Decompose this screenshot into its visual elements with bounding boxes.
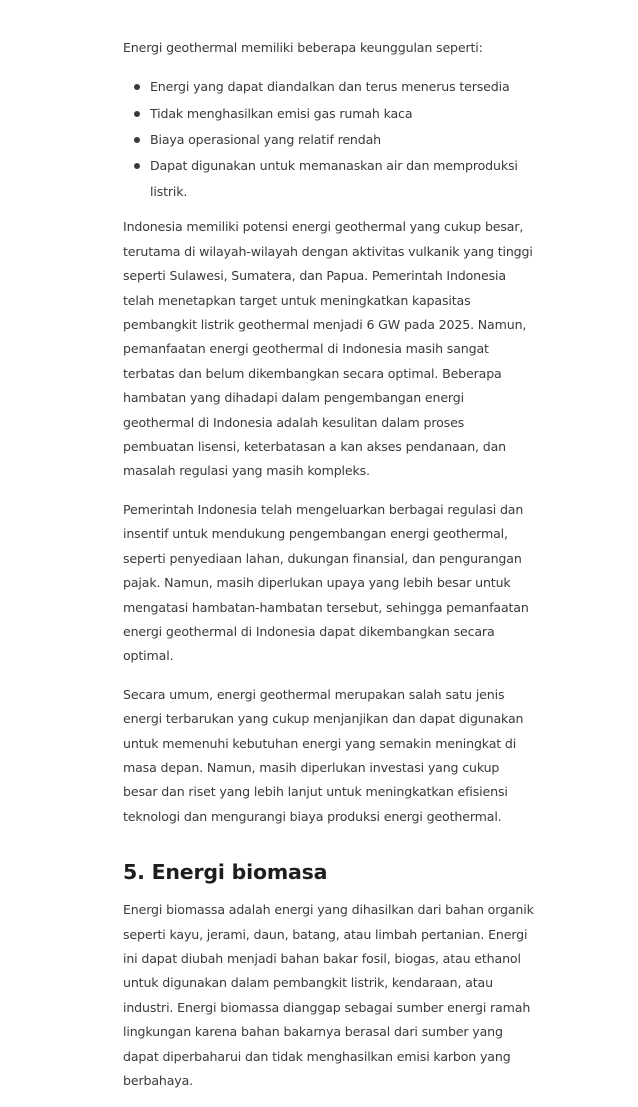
bullet-icon (134, 84, 140, 90)
intro-paragraph: Energi geothermal memiliki beberapa keunggulan seperti: (123, 40, 483, 55)
bullet-icon (134, 111, 140, 117)
list-item (123, 153, 535, 205)
article-body (123, 36, 535, 1107)
list-item-text: Tidak menghasilkan emisi gas rumah kaca (150, 105, 413, 121)
section-heading: 5. Energi biomasa (123, 860, 328, 885)
biomass-paragraph: Energi biomassa adalah energi yang dihasilkan dari bahan organik seperti kayu, jerami, daun, batang, atau limbah pertanian. Energi ini dapat diubah menjadi bahan bakar fosil, biogas, atau ethanol untuk digunakan dalam pembangkit listrik, kendaraan, atau industri. Energi biomassa dianggap sebagai sumber energi ramah lingkungan karena bahan bakarnya berasal dari sumber yang dapat diperbaharui dan tidak menghasilkan emisi karbon yang berbahaya. (123, 902, 534, 1089)
benefits-list (123, 74, 535, 205)
list-item (123, 101, 535, 127)
list-item (123, 74, 535, 100)
bullet-icon (134, 163, 140, 169)
bullet-icon (134, 137, 140, 143)
potential-paragraph: Indonesia memiliki potensi energi geothermal yang cukup besar, terutama di wilayah-wilayah dengan aktivitas vulkanik yang tinggi seperti Sulawesi, Sumatera, dan Papua. Pemerintah Indonesia telah menetapkan target untuk meningkatkan kapasitas pembangkit listrik geothermal menjadi 6 GW pada 2025. Namun, pemanfaatan energi geothermal di Indonesia masih sangat terbatas dan belum dikembangkan secara optimal. Beberapa hambatan yang dihadapi dalam pengembangan energi geothermal di Indonesia adalah kesulitan dalam proses pembuatan lisensi, keterbatasan a kan akses pendanaan, dan masalah regulasi yang masih kompleks. (123, 219, 533, 479)
list-item-text: Biaya operasional yang relatif rendah (150, 131, 382, 147)
summary-paragraph: Secara umum, energi geothermal merupakan salah satu jenis energi terbarukan yang cukup menjanjikan dan dapat digunakan untuk memenuhi kebutuhan energi yang semakin meningkat di masa depan. Namun, masih diperlukan investasi yang cukup besar dan riset yang lebih lanjut untuk meningkatkan efisiensi teknologi dan mengurangi biaya produksi energi geothermal. (123, 686, 524, 824)
regulation-paragraph: Pemerintah Indonesia telah mengeluarkan berbagai regulasi dan insentif untuk mendukung pengembangan energi geothermal, seperti penyediaan lahan, dukungan finansial, dan pengurangan pajak. Namun, masih diperlukan upaya yang lebih besar untuk mengatasi hambatan-hambatan tersebut, sehingga pemanfaatan energi geothermal di Indonesia dapat dikembangkan secara optimal. (123, 501, 529, 664)
list-item-text: Energi yang dapat diandalkan dan terus menerus tersedia (150, 79, 510, 95)
list-item-text: Dapat digunakan untuk memanaskan air dan memproduksi listrik. (150, 158, 518, 200)
list-item (123, 127, 535, 153)
